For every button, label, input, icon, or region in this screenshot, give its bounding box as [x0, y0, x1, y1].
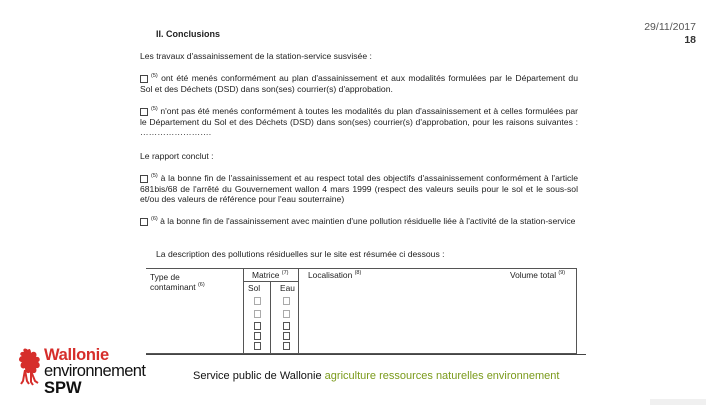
table-header-matrix-label: Matrice: [252, 270, 280, 280]
section-heading: II. Conclusions: [156, 29, 221, 39]
table-header-location-note: (8): [354, 270, 362, 277]
option-1: [140, 73, 578, 94]
option-4-text: à la bonne fin de l'assainissement avec maintien d'une pollution résiduelle liée à l'activité de la station-service: [160, 216, 576, 226]
option-3: [140, 173, 578, 205]
table-checkbox-icon: [254, 332, 261, 340]
footer-org: Service public de Wallonie: [193, 370, 322, 382]
table-divider: [243, 281, 298, 282]
table-header-type: [150, 272, 220, 292]
table-checkbox-icon: [283, 310, 290, 318]
table-checkbox-icon: [283, 332, 290, 340]
option-4: [140, 216, 578, 227]
table-checkbox-icon: [254, 322, 261, 330]
document-image: [136, 24, 584, 354]
table-checkbox-icon: [283, 342, 290, 350]
residual-pollution-table: [146, 268, 577, 354]
option-4-note: (6): [151, 216, 158, 223]
table-checkbox-icon: [254, 310, 261, 318]
option-2: [140, 106, 578, 138]
slide-rule: [146, 354, 586, 355]
table-header-location: [308, 270, 361, 280]
table-divider: [270, 281, 271, 353]
table-header-volume: [510, 270, 565, 280]
footer-text: [193, 370, 559, 382]
checkbox-icon: [140, 218, 148, 226]
option-3-note: (5): [151, 173, 158, 180]
checkbox-icon: [140, 108, 148, 116]
slide-date: 29/11/2017: [644, 21, 696, 33]
table-header-sol: Sol: [248, 283, 261, 293]
checkbox-icon: [140, 75, 148, 83]
option-2-note: (5): [151, 106, 158, 113]
footer-tagline: agriculture ressources naturelles environnement: [324, 370, 560, 382]
table-checkbox-icon: [283, 297, 290, 305]
report-heading: Le rapport conclut :: [140, 151, 214, 161]
intro-text: Les travaux d'assainissement de la station-service susvisée :: [140, 51, 372, 61]
table-header-type-label: Type de contaminant: [150, 272, 196, 292]
residual-intro: La description des pollutions résiduelles sur le site est résumée ci dessous :: [156, 249, 445, 259]
table-header-matrix-note: (7): [281, 270, 289, 277]
table-header-matrix: [252, 270, 289, 280]
option-3-text: à la bonne fin de l'assainissement et au respect total des objectifs d'assainissement conformément à l'article 681bis/68 de l'arrêté du Gouvernement wallon 4 mars 1999 (respect des valeurs seuils pour le sol et le sous-sol et/ou des valeurs de référence pour l'eau souterraine): [140, 173, 578, 205]
spw-logo: [14, 344, 164, 402]
table-header-volume-label: Volume total: [510, 270, 557, 280]
rooster-icon: [14, 346, 44, 386]
slide-date-block: [644, 21, 696, 47]
logo-environnement: environnement: [44, 362, 146, 380]
option-2-text: n'ont pas été menés conformément à toutes les modalités du plan d'assainissement et à celles formulées par le Département du Sol et des Déchets (DSD) dans son(ses) courrier(s) d'approbation, pour les raisons suivantes : …………………….: [140, 106, 579, 138]
table-checkbox-icon: [283, 322, 290, 330]
checkbox-icon: [140, 175, 148, 183]
table-header-location-label: Localisation: [308, 270, 353, 280]
logo-wallonie: Wallonie: [44, 346, 109, 364]
table-divider: [298, 269, 299, 353]
slide-page-number: 18: [684, 34, 696, 46]
table-header-type-note: (6): [197, 282, 205, 289]
table-header-volume-note: (9): [558, 270, 566, 277]
logo-spw: SPW: [44, 379, 82, 397]
option-1-text: ont été menés conformément au plan d'assainissement et aux modalités formulées par le Département du Sol et des Déchets (DSD) dans son(ses) courrier(s) d'approbation.: [140, 73, 578, 94]
table-checkbox-icon: [254, 342, 261, 350]
table-checkbox-icon: [254, 297, 261, 305]
table-header-eau: Eau: [280, 283, 295, 293]
corner-decoration: [650, 399, 706, 405]
option-1-note: (5): [151, 73, 158, 80]
